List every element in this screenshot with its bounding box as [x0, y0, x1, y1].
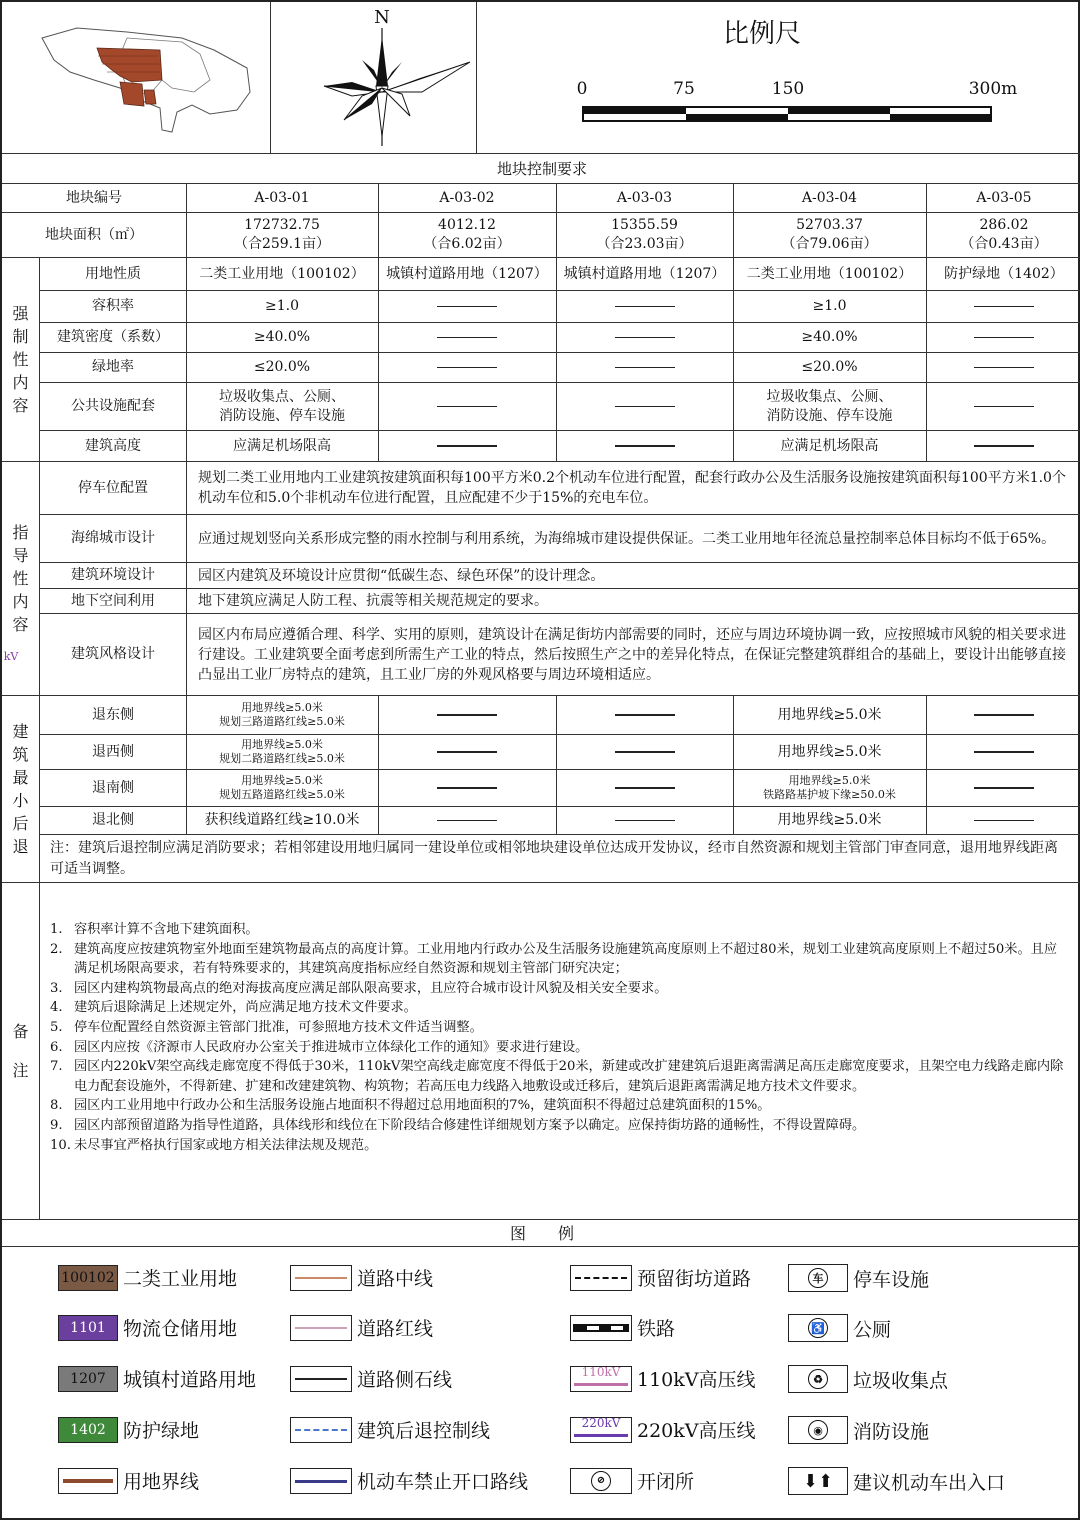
location-map: [32, 20, 262, 138]
value-cell: [733, 807, 926, 834]
value-line: ≥1.0: [265, 298, 299, 314]
parcel-area: [926, 213, 1080, 257]
value-line: 用地界线≥5.0米: [241, 701, 323, 714]
kv-line: [574, 1383, 628, 1386]
toilet-icon-glyph: ♿: [808, 1318, 828, 1338]
parcel-id-label: 地块编号: [66, 189, 122, 206]
legend-line-swatch: [290, 1417, 352, 1443]
dash-mark: [437, 820, 497, 821]
dash-mark: [974, 787, 1034, 788]
fire-icon-glyph: ◉: [808, 1420, 828, 1440]
remark-item: [50, 940, 1070, 979]
value-cell: [733, 353, 926, 382]
value-line: ≥40.0%: [253, 329, 311, 345]
legend-item: [58, 1264, 237, 1291]
empty-dash: [926, 353, 1080, 382]
value-cell: [186, 323, 378, 352]
empty-dash: [926, 696, 1080, 734]
value-line: 消防设施、停车设施: [219, 407, 345, 424]
section-char: 后: [12, 814, 29, 833]
remark-number: 3.: [50, 980, 63, 996]
parcel-id: A-03-01: [254, 189, 310, 206]
legend-item: [58, 1467, 199, 1494]
value-cell: [733, 735, 926, 769]
value-line: ≤20.0%: [253, 359, 311, 375]
legend-item: [58, 1365, 256, 1392]
row-label: 绿地率: [92, 359, 134, 375]
remark-text: 未尽事宜严格执行国家或地方相关法律法规及规范。: [74, 1137, 378, 1153]
entrance-icon: [788, 1467, 848, 1495]
value-line: 城镇村道路用地（1207）: [563, 265, 726, 282]
line-mark: [295, 1429, 347, 1431]
parcel-id: A-03-03: [616, 189, 673, 206]
dash-mark: [437, 337, 497, 338]
dash-mark: [974, 337, 1034, 338]
line-mark: [295, 1327, 347, 1329]
remark-number: 6.: [50, 1039, 63, 1055]
section-char: 筑: [12, 745, 29, 764]
setback-note: 注：建筑后退控制应满足消防要求；若相邻建设用地归属同一建设单位或相邻地块建设单位达成开发协议，经市自然资源和规划主管部门审查同意，退用地界线距离可适当调整。: [50, 839, 1058, 877]
row-label: 建筑密度（系数）: [57, 329, 169, 345]
value-cell: [733, 258, 926, 290]
value-line: 垃圾收集点、公厕、: [219, 388, 345, 405]
value-line: 用地界线≥5.0米: [241, 738, 323, 751]
legend-swatch: 1207: [58, 1366, 118, 1392]
value-line: 用地界线≥5.0米: [777, 743, 882, 760]
section-char: 制: [12, 327, 29, 346]
legend-label: 道路侧石线: [357, 1369, 453, 1391]
value-line: 用地界线≥5.0米: [788, 774, 871, 787]
legend-item: [788, 1416, 929, 1444]
legend-label: 开闭所: [637, 1471, 695, 1493]
legend-item: [290, 1365, 452, 1392]
legend-line-swatch: [570, 1468, 632, 1494]
legend-item: [570, 1314, 675, 1341]
legend-label: 预留街坊道路: [637, 1268, 752, 1290]
dash-mark: [615, 751, 675, 752]
area-label: 地块面积（㎡）: [45, 226, 143, 243]
parcel-area-mu: （合23.03亩）: [596, 236, 693, 252]
parcel-area-mu: （合79.06亩）: [781, 236, 878, 252]
remark-item: [50, 1136, 1070, 1156]
value-cell: [733, 696, 926, 734]
north-label: N: [374, 6, 390, 28]
legend-swatch: 1402: [58, 1417, 118, 1443]
legend-item: [788, 1365, 948, 1393]
boundary-line: [63, 1479, 113, 1483]
guidance-text: 地下建筑应满足人防工程、抗震等相关规范规定的要求。: [198, 593, 548, 609]
line-mark: [295, 1378, 347, 1380]
legend-label: 铁路: [637, 1318, 676, 1340]
legend-item: [788, 1467, 1005, 1495]
value-cell: [926, 258, 1080, 290]
line-mark: [575, 1277, 627, 1279]
remark-number: 8.: [50, 1098, 63, 1114]
legend-line-swatch: [290, 1366, 352, 1392]
value-line: 规划三路道路红线≥5.0米: [219, 715, 345, 728]
empty-dash: [556, 353, 733, 382]
dash-mark: [437, 367, 497, 368]
empty-dash: [378, 323, 556, 352]
section-setback: [2, 696, 39, 882]
scale-title: 比例尺: [722, 18, 801, 49]
remark-number: 5.: [50, 1019, 63, 1035]
section-char: 退: [12, 837, 29, 856]
guidance-text: 应通过规划竖向关系形成完整的雨水控制与利用系统，为海绵城市建设提供保证。二类工业用地年径流总量控制率总体目标均不低于65%。: [198, 530, 1056, 547]
remark-item: [50, 979, 1070, 999]
row-label: 地下空间利用: [71, 592, 155, 609]
dash-mark: [974, 820, 1034, 821]
row-label: 用地性质: [85, 265, 141, 282]
parcel-area-mu: （合6.02亩）: [423, 236, 511, 252]
remark-text: 园区内220kV架空高线走廊宽度不得低于30米，110kV架空高线走廊宽度不得低于20米，新建或改扩建建筑后退距离需满足高压走廊宽度要求，且架空电力线路走廊内除电力配套设施外，不得新建、扩建和改建建筑物、构筑物；若高压电力线路入地敷设或迁移后，建筑后退距离需满足地方技术文件要求。: [74, 1059, 1064, 1094]
remark-text: 建筑高度应按建筑物室外地面至建筑物最高点的高度计算。工业用地内行政办公及生活服务设施建筑高度原则上不超过80米，规划工业建筑高度原则上不超过50米。且应满足机场限高要求，若有特殊要求的，其建筑高度指标应经自然资源和规划主管部门研究决定；: [74, 941, 1058, 977]
empty-dash: [926, 383, 1080, 430]
legend-label: 物流仓储用地: [123, 1318, 238, 1340]
legend-label: 机动车禁止开口路线: [357, 1471, 529, 1493]
dash-mark: [615, 337, 675, 338]
compass-rose-icon: [322, 26, 472, 148]
value-cell: [378, 258, 556, 290]
row-label: 建筑环境设计: [71, 567, 155, 583]
dash-mark: [974, 714, 1034, 715]
legend-label: 垃圾收集点: [853, 1369, 949, 1392]
legend-label: 110kV高压线: [637, 1369, 756, 1391]
row-label: 停车位配置: [78, 479, 148, 496]
remarks-list: [50, 920, 1070, 1155]
empty-dash: [556, 323, 733, 352]
section-char: 注: [12, 1061, 29, 1080]
legend-line-swatch: [570, 1417, 632, 1443]
legend-item: [290, 1314, 433, 1341]
value-cell: [186, 383, 378, 430]
empty-dash: [378, 770, 556, 806]
trash-icon: [788, 1365, 848, 1393]
legend-item: [290, 1264, 433, 1291]
dash-mark: [974, 306, 1034, 307]
parcel-area-value: 286.02: [979, 217, 1029, 233]
value-line: 用地界线≥5.0米: [777, 812, 882, 828]
legend-label: 220kV高压线: [637, 1420, 756, 1442]
legend-line-swatch: [290, 1468, 352, 1494]
legend-item: [570, 1416, 756, 1443]
kv-label: 220kV: [581, 1415, 621, 1430]
parcel-area-mu: （合0.43亩）: [960, 236, 1048, 252]
empty-dash: [378, 431, 556, 461]
row-label: 建筑高度: [85, 437, 141, 454]
parcel-area-value: 4012.12: [438, 217, 496, 233]
section-remarks: [2, 883, 39, 1219]
legend-item: [58, 1416, 199, 1443]
guidance-text: 园区内布局应遵循合理、科学、实用的原则，建筑设计在满足街坊内部需要的同时，还应与周边环境协调一致，应按照城市风貌的相关要求进行建设。工业建筑要全面考虑到所需生产工业的特点，然后按照生产之中的差异化特点，在保证完整建筑群组合的基础上，要设计出能够直接凸显出工业厂房特点的建筑，且工业厂房的外观风格要与周边环境相适应。: [198, 626, 1066, 683]
dash-mark: [437, 406, 497, 407]
row-label: 公共设施配套: [71, 398, 155, 414]
section-char: 建: [12, 722, 29, 741]
remark-number: 7.: [50, 1059, 63, 1075]
empty-dash: [378, 696, 556, 734]
legend-item: [290, 1467, 528, 1494]
toilet-icon: [788, 1314, 848, 1342]
empty-dash: [926, 431, 1080, 461]
empty-dash: [556, 291, 733, 322]
legend-swatch: 100102: [58, 1265, 118, 1291]
remark-item: [50, 920, 1070, 940]
value-line: 铁路路基护坡下缘≥50.0米: [763, 788, 896, 801]
value-cell: [186, 696, 378, 734]
dash-mark: [615, 820, 675, 821]
empty-dash: [926, 807, 1080, 834]
value-line: 规划五路道路红线≥5.0米: [219, 788, 345, 801]
legend-item: [290, 1416, 490, 1443]
legend-title: 图 例: [509, 1223, 574, 1243]
line-mark: [295, 1480, 347, 1483]
parcel-id: A-03-05: [976, 189, 1032, 206]
remark-item: [50, 998, 1070, 1018]
line-mark: [295, 1277, 347, 1279]
scale-bar: [582, 106, 992, 122]
value-line: 二类工业用地（100102）: [746, 265, 913, 282]
value-cell: [186, 770, 378, 806]
value-cell: [733, 431, 926, 461]
parcel-area: [378, 213, 556, 257]
parcel-area-value: 52703.37: [796, 217, 863, 233]
legend-line-swatch: [570, 1315, 632, 1341]
fire-icon: [788, 1416, 848, 1444]
value-line: 二类工业用地（100102）: [199, 265, 365, 282]
dash-mark: [615, 445, 675, 446]
guidance-side-mark: kV: [3, 649, 19, 663]
section-char: 导: [12, 546, 29, 565]
empty-dash: [926, 323, 1080, 352]
parcel-id: A-03-04: [801, 189, 858, 206]
section-char: 内: [12, 373, 29, 392]
value-line: ≥1.0: [812, 298, 847, 314]
section-char: 性: [12, 350, 29, 369]
row-label: 退南侧: [92, 779, 134, 796]
parcel-id: A-03-02: [439, 189, 495, 206]
legend-item: [788, 1264, 929, 1292]
remark-item: [50, 1018, 1070, 1038]
parcel-area-mu: （合259.1亩）: [233, 236, 331, 252]
legend-item: [570, 1365, 756, 1392]
legend-swatch: [58, 1468, 118, 1494]
legend-line-swatch: [290, 1315, 352, 1341]
dash-mark: [974, 445, 1034, 446]
remark-item: [50, 1057, 1070, 1096]
section-char: 内: [12, 592, 29, 611]
trash-icon-glyph: ♻: [808, 1369, 828, 1389]
value-line: 消防设施、停车设施: [766, 407, 893, 424]
legend-label: 用地界线: [123, 1471, 200, 1493]
empty-dash: [556, 431, 733, 461]
value-line: 垃圾收集点、公厕、: [766, 388, 893, 405]
legend-label: 道路红线: [357, 1318, 434, 1340]
legend-label: 消防设施: [853, 1420, 930, 1443]
legend-label: 道路中线: [357, 1268, 434, 1290]
guidance-text: 园区内建筑及环境设计应贯彻“低碳生态、绿色环保”的设计理念。: [198, 567, 605, 584]
remark-text: 园区内部预留道路为指导性道路，具体线形和线位在下阶段结合修建性详细规划方案予以确定。应保持街坊路的通畅性，不得设置障碍。: [74, 1117, 866, 1133]
row-label: 容积率: [92, 298, 134, 314]
dash-mark: [615, 306, 675, 307]
section-char: 容: [12, 615, 29, 634]
value-line: 城镇村道路用地（1207）: [386, 265, 548, 282]
legend-label: 城镇村道路用地: [123, 1369, 257, 1391]
dash-mark: [974, 406, 1034, 407]
legend-item: [570, 1467, 694, 1494]
scale-tick-75: 75: [673, 78, 695, 99]
switch-station-icon: ⊘: [591, 1471, 611, 1491]
legend-label: 建筑后退控制线: [357, 1420, 491, 1442]
value-line: ≤20.0%: [801, 359, 858, 375]
value-line: 应满足机场限高: [233, 437, 331, 454]
parcel-area: [186, 213, 378, 257]
kv-line: [574, 1434, 628, 1437]
empty-dash: [556, 696, 733, 734]
section-char: 小: [12, 791, 29, 810]
remark-text: 停车位配置经自然资源主管部门批准，可参照地方技术文件适当调整。: [74, 1019, 483, 1035]
remark-text: 园区内应按《济源市人民政府办公室关于推进城市立体绿化工作的通知》要求进行建设。: [74, 1039, 589, 1055]
remark-number: 1.: [50, 922, 63, 937]
entrance-arrows: ⬇⬆: [802, 1470, 834, 1492]
value-cell: [733, 291, 926, 322]
value-line: 防护绿地（1402）: [944, 265, 1064, 282]
dash-mark: [437, 751, 497, 752]
section-char: 最: [12, 768, 29, 787]
parking-icon-glyph: 车: [808, 1268, 828, 1288]
scale-tick-150: 150: [771, 78, 805, 99]
row-label: 建筑风格设计: [71, 646, 155, 662]
empty-dash: [556, 807, 733, 834]
dash-mark: [615, 406, 675, 407]
value-cell: [186, 353, 378, 382]
table-title: 地块控制要求: [496, 159, 587, 178]
dash-mark: [974, 367, 1034, 368]
legend-label: 二类工业用地: [123, 1268, 238, 1290]
value-cell: [186, 807, 378, 834]
value-cell: [186, 258, 378, 290]
dash-mark: [437, 714, 497, 715]
empty-dash: [378, 735, 556, 769]
legend-line-swatch: [290, 1265, 352, 1291]
scale-tick-300: 300m: [968, 78, 1018, 99]
section-char: 强: [12, 304, 29, 323]
value-cell: [733, 323, 926, 352]
dash-mark: [615, 367, 675, 368]
value-line: 应满足机场限高: [780, 437, 879, 454]
legend-swatch: 1101: [58, 1315, 118, 1341]
legend-item: [788, 1314, 891, 1342]
rail-mark: [573, 1324, 629, 1332]
remark-text: 建筑后退除满足上述规定外，尚应满足地方技术文件要求。: [74, 1000, 417, 1016]
remark-number: 2.: [50, 941, 63, 957]
parcel-area: [733, 213, 926, 257]
row-label: 海绵城市设计: [71, 530, 155, 546]
remark-text: 园区内工业用地中行政办公和生活服务设施占地面积不得超过总用地面积的7%，建筑面积不得超过总建筑面积的15%。: [74, 1098, 771, 1114]
legend-item: [58, 1314, 237, 1341]
section-char: 性: [12, 569, 29, 588]
remark-number: 9.: [50, 1117, 63, 1133]
value-cell: [186, 291, 378, 322]
legend-label: 建议机动车出入口: [853, 1471, 1006, 1494]
value-line: 用地界线≥5.0米: [241, 774, 323, 787]
kv-label: 110kV: [581, 1364, 621, 1379]
legend-label: 停车设施: [853, 1268, 930, 1291]
remark-item: [50, 1116, 1070, 1136]
legend-label: 公厕: [853, 1318, 892, 1341]
empty-dash: [556, 735, 733, 769]
dash-mark: [437, 445, 497, 446]
section-char: 备: [12, 1022, 29, 1041]
dash-mark: [437, 306, 497, 307]
empty-dash: [378, 291, 556, 322]
remark-item: [50, 1038, 1070, 1058]
value-cell: [556, 258, 733, 290]
value-line: 用地界线≥5.0米: [777, 706, 882, 723]
value-line: 获积线道路红线≥10.0米: [204, 812, 360, 828]
section-char: 容: [12, 396, 29, 415]
legend-line-swatch: [570, 1265, 632, 1291]
dash-mark: [615, 787, 675, 788]
empty-dash: [926, 291, 1080, 322]
dash-mark: [615, 714, 675, 715]
value-cell: [186, 431, 378, 461]
value-line: 规划二路道路红线≥5.0米: [219, 752, 345, 765]
section-char: 指: [12, 523, 29, 542]
empty-dash: [556, 383, 733, 430]
remark-text: 容积率计算不含地下建筑面积。: [74, 922, 259, 937]
section-mandatory: [2, 258, 39, 461]
dash-mark: [437, 787, 497, 788]
remark-number: 4.: [50, 1000, 63, 1016]
legend-line-swatch: [570, 1366, 632, 1392]
empty-dash: [926, 770, 1080, 806]
legend-item: [570, 1264, 751, 1291]
row-label: 退北侧: [92, 812, 134, 828]
remark-item: [50, 1096, 1070, 1116]
value-cell: [733, 383, 926, 430]
parcel-area-value: 172732.75: [244, 217, 320, 233]
value-line: ≥40.0%: [801, 329, 858, 345]
empty-dash: [556, 770, 733, 806]
parcel-area: [556, 213, 733, 257]
empty-dash: [926, 735, 1080, 769]
empty-dash: [378, 383, 556, 430]
dash-mark: [974, 751, 1034, 752]
row-label: 退东侧: [92, 706, 134, 723]
value-cell: [733, 770, 926, 806]
guidance-text: 规划二类工业用地内工业建筑按建筑面积每100平方米0.2个机动车位进行配置，配套行政办公及生活服务设施按建筑面积每100平方米1.0个机动车位和5.0个非机动车位进行配置，且应配建不少于15%的充电车位。: [198, 470, 1066, 506]
remark-text: 园区内建构筑物最高点的绝对海拔高度应满足部队限高要求，且应符合城市设计风貌及相关安全要求。: [74, 980, 668, 996]
legend-label: 防护绿地: [123, 1420, 200, 1442]
scale-tick-0: 0: [576, 78, 588, 99]
empty-dash: [378, 353, 556, 382]
parking-icon: [788, 1264, 848, 1292]
parcel-area-value: 15355.59: [611, 217, 678, 233]
row-label: 退西侧: [92, 743, 134, 760]
empty-dash: [378, 807, 556, 834]
value-cell: [186, 735, 378, 769]
remark-number: 10.: [50, 1137, 71, 1153]
